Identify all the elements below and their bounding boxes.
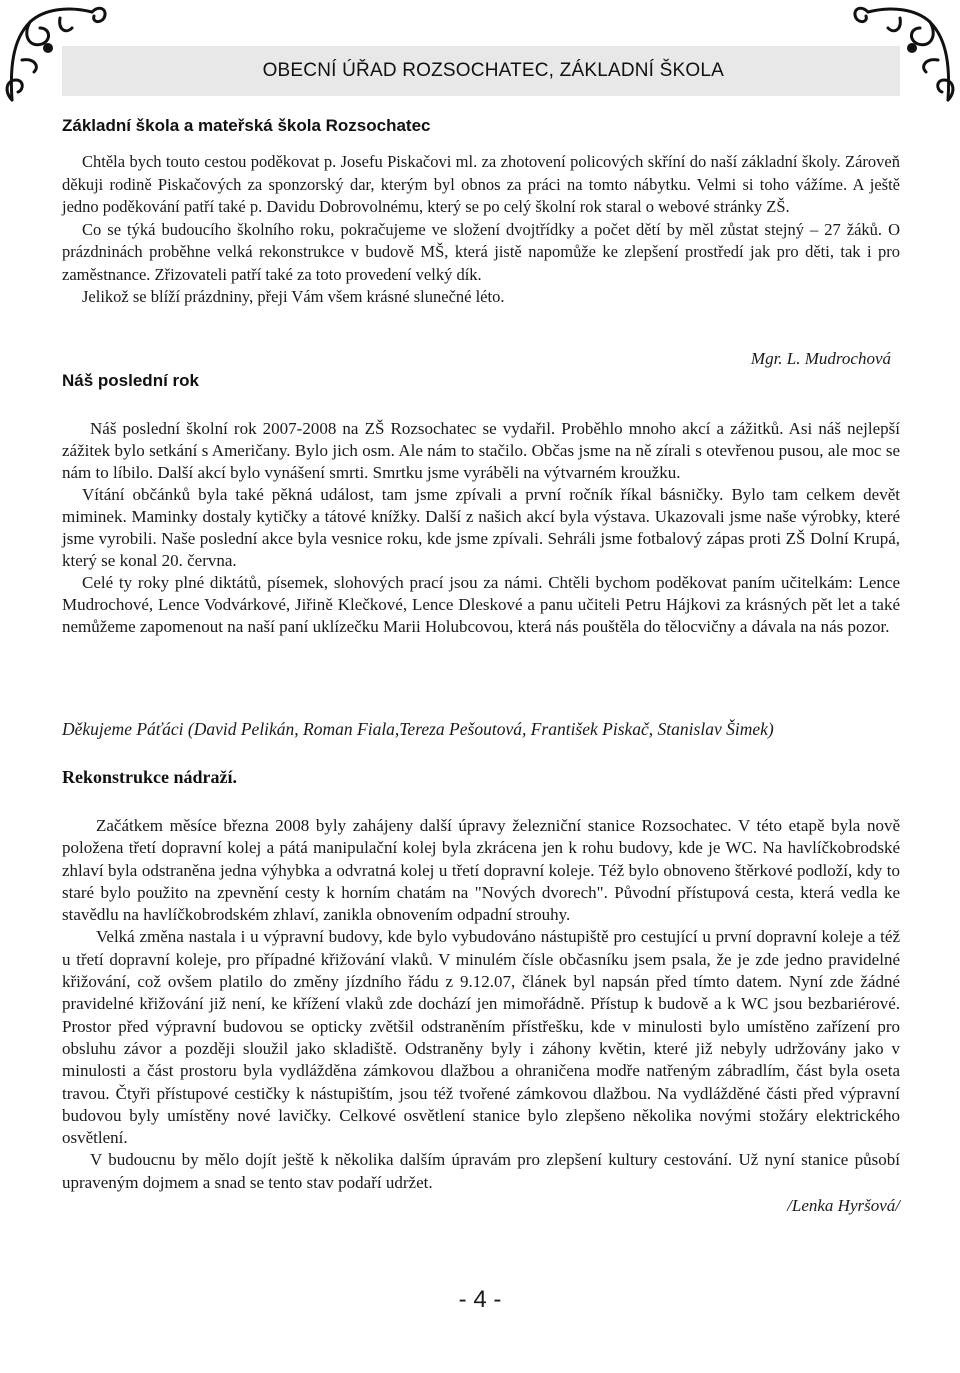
paragraph: V budoucnu by mělo dojít ještě k několika dalším úpravám pro zlepšení kultury cestování. Už nyní stanice působí upraveným dojmem a snad se tento stav podaří udržet. xyxy=(62,1150,900,1192)
section-school-body xyxy=(62,151,900,309)
section-heading: Náš poslední rok xyxy=(62,371,199,390)
thanks-line: Děkujeme Páťáci (David Pelikán, Roman Fiala,Tereza Pešoutová, František Piskač, Stanislav Šimek) xyxy=(62,719,774,739)
section-station-body xyxy=(62,815,900,1217)
header-title: OBECNÍ ÚŘAD ROZSOCHATEC, ZÁKLADNÍ ŠKOLA xyxy=(262,60,724,81)
paragraph: Jelikož se blíží prázdniny, přeji Vám všem krásné slunečné léto. xyxy=(82,287,505,306)
paragraph: Začátkem měsíce března 2008 byly zahájeny další úpravy železniční stanice Rozsochatec. V této etapě byla nově položena třetí dopravní kolej a pátá manipulační kolej byla zkrácena jen k rohu budovy, kde je WC. Na havlíčkobrodské zhlaví byla odstraněna jedna výhybka a odvratná kolej u třetí dopravní koleje. Též bylo obnoveno štěrkové podloží, kdy to staré bylo použito na zpevnění cesty k horním chatám na "Nových dvorech". Původní přístupová cesta, která vedla ke stavědlu na havlíčkobrodském zhlaví, zanikla obnovením odpadní strouhy. xyxy=(62,816,900,925)
section-heading: Základní škola a mateřská škola Rozsochatec xyxy=(62,116,431,135)
paragraph: Co se týká budoucího školního roku, pokračujeme ve složení dvojtřídky a počet dětí by měl zůstat stejný – 27 žáků. O prázdninách proběhne velká rekonstrukce v budově MŠ, která jistě napomůže ke zlepšení prostředí jak pro děti, tak i pro zaměstnance. Zřizovateli patří také za toto provedení velký dík. xyxy=(62,219,900,284)
thanks-block xyxy=(62,719,900,740)
section-last-year-body xyxy=(62,418,900,638)
signature: /Lenka Hyršová/ xyxy=(787,1196,900,1216)
paragraph: Velká změna nastala i u výpravní budovy, kde bylo vybudováno nástupiště pro cestující u první dopravní koleje a též u třetí dopravní koleje, pro případné křižování vlaků. V minulém čísle občasníku jsem psala, že je zde jedno pravidelné křižování, což ovšem platilo do změny jízdního řádu z 9.12.07, článek byl napsán před tímto datem. Nyní zde žádné pravidelné křižování již není, ke křížení vlaků zde dochází jen mimořádně. Přístup k budově a k WC jsou bezbariérové. Prostor před výpravní budovou se opticky zvětšil odstraněním přístřešku, kde v minulosti bylo umístěno zařízení pro obsluhu závor a později sloužil jako skladiště. Odstraněny byly i záhony květin, které již nebyly udržovány jako v minulosti a část prostoru byla vydlážděna zámkovou dlažbou a ohraničena modře natřeným zábradlím, část byla oseta travou. Čtyři přístupové cestičky k nástupištím, jsou též tvořené zámkovou dlažbou. Na vydlážděné části před výpravní budovou byly umístěny nové lavičky. Celkové osvětlení stanice bylo zlepšeno několika novými stožáry elektrického osvětlení. xyxy=(62,927,900,1148)
section-heading: Rekonstrukce nádraží. xyxy=(62,767,237,787)
section-station xyxy=(62,767,900,788)
section-school xyxy=(62,116,900,136)
paragraph: Celé ty roky plné diktátů, písemek, slohových prací jsou za námi. Chtěli bychom poděkovat paním učitelkám: Lence Mudrochové, Lence Vodvárkové, Jiřině Klečkové, Lence Dleskové a panu učiteli Petru Hájkovi za krásných pět let a také nemůžeme zapomenout na naší paní uklízečku Marii Holubcovou, která nás pouštěla do tělocvičny a dávala na nás pozor. xyxy=(62,573,900,636)
paragraph: Náš poslední školní rok 2007-2008 na ZŠ Rozsochatec se vydařil. Proběhlo mnoho akcí a zážitků. Asi náš nejlepší zážitek bylo setkání s Američany. Bylo jich osm. Ale nám to stačilo. Občas jsme na ně zírali s otevřenou pusou, ale moc se nám to líbilo. Další akcí bylo vynášení smrti. Smrtku jsme vyráběli na výtvarném kroužku. xyxy=(62,419,900,482)
paragraph: Vítání občánků byla také pěkná událost, tam jsme zpívali a první ročník říkal básničky. Bylo tam celkem devět miminek. Maminky dostaly kytičky a tátové knížky. Další z našich akcí byla výstava. Ukazovali jsme naše výrobky, které jsme vyrobili. Naše poslední akce byla vesnice roku, kde jsme zpívali. Sehráli jsme fotbalový zápas proti ZŠ Dolní Krupá, který se konal 20. června. xyxy=(62,485,900,570)
section-last-year xyxy=(62,371,900,391)
signature-block xyxy=(62,349,891,369)
signature: Mgr. L. Mudrochová xyxy=(750,349,891,368)
paragraph: Chtěla bych touto cestou poděkovat p. Josefu Piskačovi ml. za zhotovení policových skříní do naší základní školy. Zároveň děkuji rodině Piskačových za sponzorský dar, kterým byl obnos za práci na tomto nábytku. Velmi si toho vážíme. A ještě jedno poděkování patří také p. Davidu Dobrovolnému, který se po celý školní rok staral o webové stránky ZŠ. xyxy=(62,152,900,216)
page-number: - 4 - xyxy=(458,1286,502,1313)
header-banner xyxy=(62,46,900,96)
